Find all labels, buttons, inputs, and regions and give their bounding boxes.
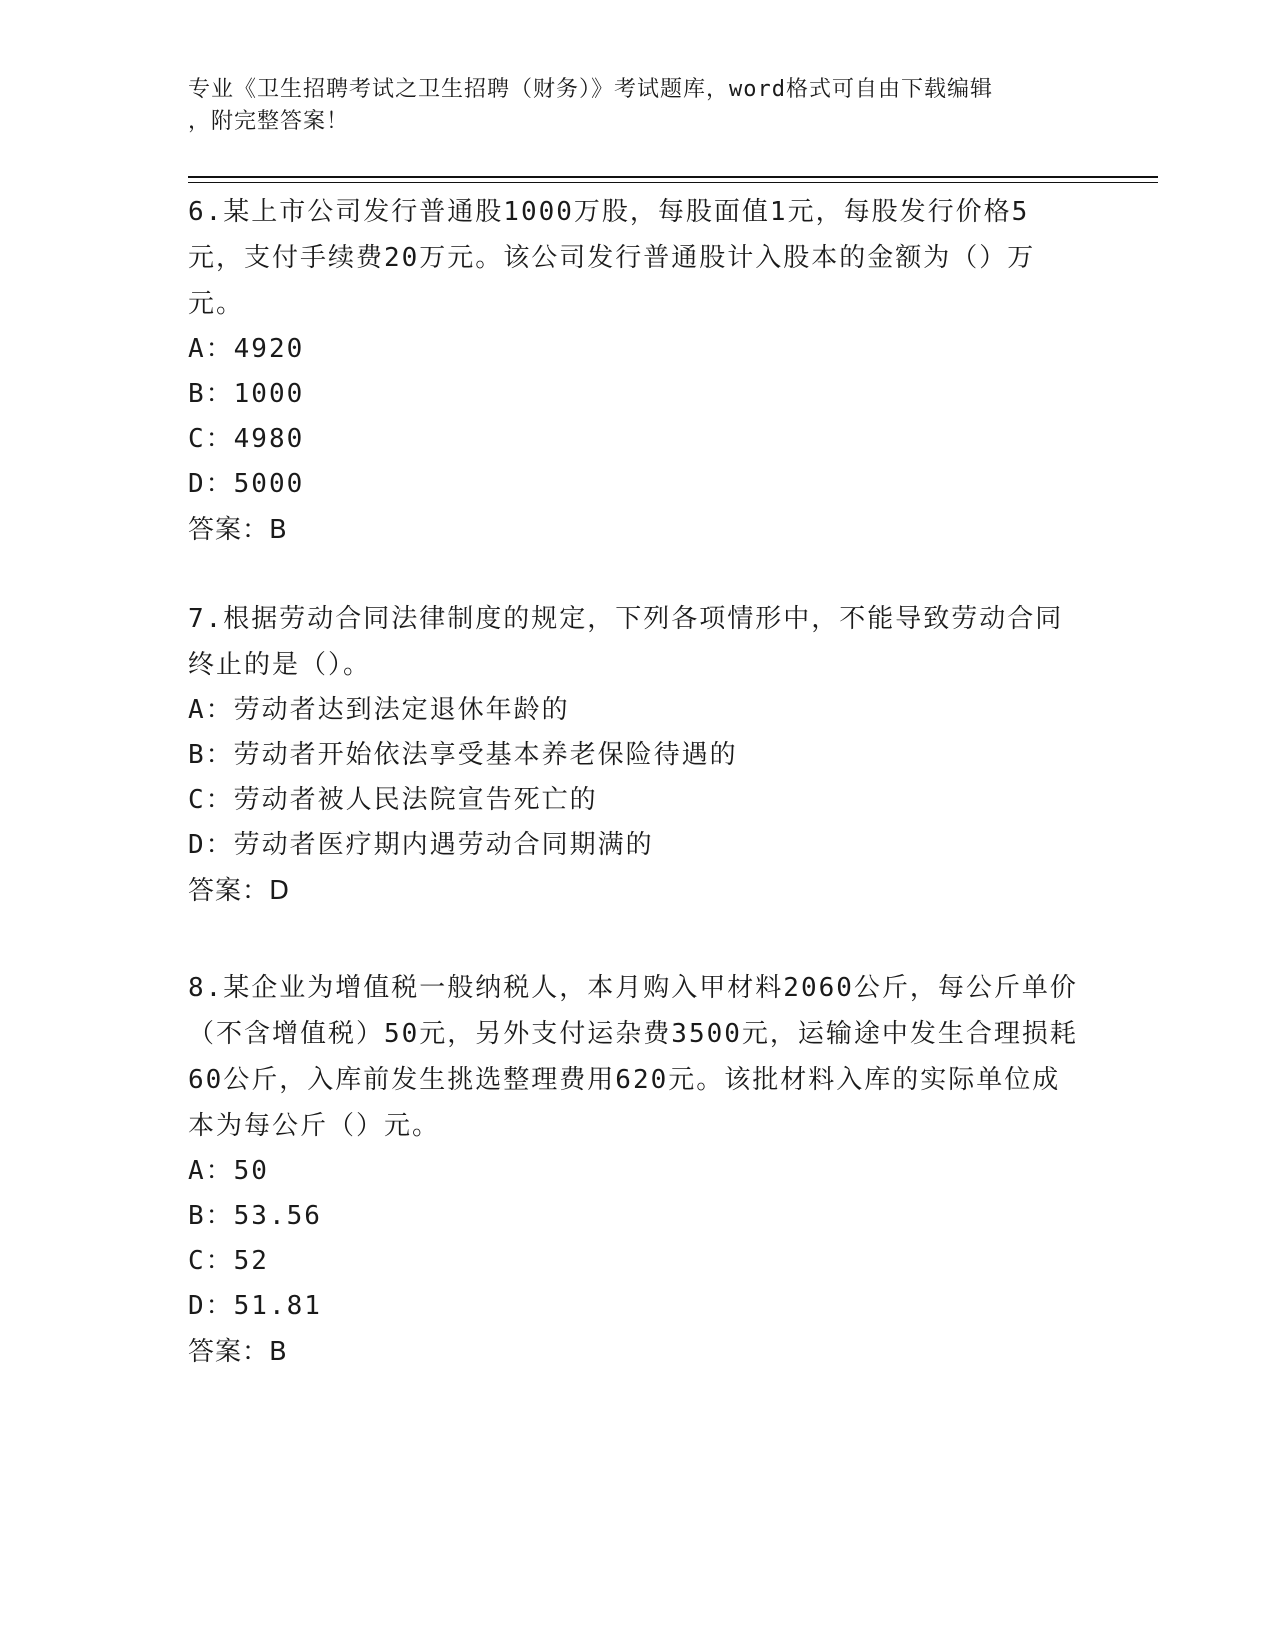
header-line-2: ，附完整答案！ <box>188 109 350 134</box>
option-b: B：53.56 <box>188 1201 322 1231</box>
option-d: D：劳动者医疗期内遇劳动合同期满的 <box>188 830 654 860</box>
option-c: C：52 <box>188 1246 269 1276</box>
question-stem: 6.某上市公司发行普通股1000万股，每股面值1元，每股发行价格5元，支付手续费20万元。该公司发行普通股计入股本的金额为（）万元。 <box>188 197 1036 319</box>
answer-line: 答案：B <box>188 515 288 545</box>
option-a: A：4920 <box>188 334 305 364</box>
option-a: A：劳动者达到法定退休年龄的 <box>188 695 570 725</box>
option-d: D：51.81 <box>188 1291 322 1321</box>
answer-line: 答案：B <box>188 1337 288 1367</box>
question-stem: 7.根据劳动合同法律制度的规定，下列各项情形中，不能导致劳动合同终止的是（）。 <box>188 604 1064 680</box>
option-b: B：劳动者开始依法享受基本养老保险待遇的 <box>188 740 738 770</box>
option-d: D：5000 <box>188 469 305 499</box>
question-8 <box>188 965 1078 1375</box>
header-rule-top <box>188 176 1158 178</box>
question-7 <box>188 596 1078 914</box>
option-c: C：4980 <box>188 424 305 454</box>
question-6 <box>188 189 1078 553</box>
header-line-1: 专业《卫生招聘考试之卫生招聘（财务）》考试题库，word格式可自由下载编辑 <box>188 77 993 102</box>
question-stem: 8.某企业为增值税一般纳税人，本月购入甲材料2060公斤，每公斤单价（不含增值税）50元，另外支付运杂费3500元，运输途中发生合理损耗60公斤，入库前发生挑选整理费用620元。该批材料入库的实际单位成本为每公斤（）元。 <box>188 973 1078 1141</box>
option-b: B：1000 <box>188 379 305 409</box>
answer-line: 答案：D <box>188 876 291 906</box>
option-a: A：50 <box>188 1156 269 1186</box>
header-rule-bottom <box>188 182 1158 183</box>
option-c: C：劳动者被人民法院宣告死亡的 <box>188 785 598 815</box>
document-header <box>188 74 1068 138</box>
